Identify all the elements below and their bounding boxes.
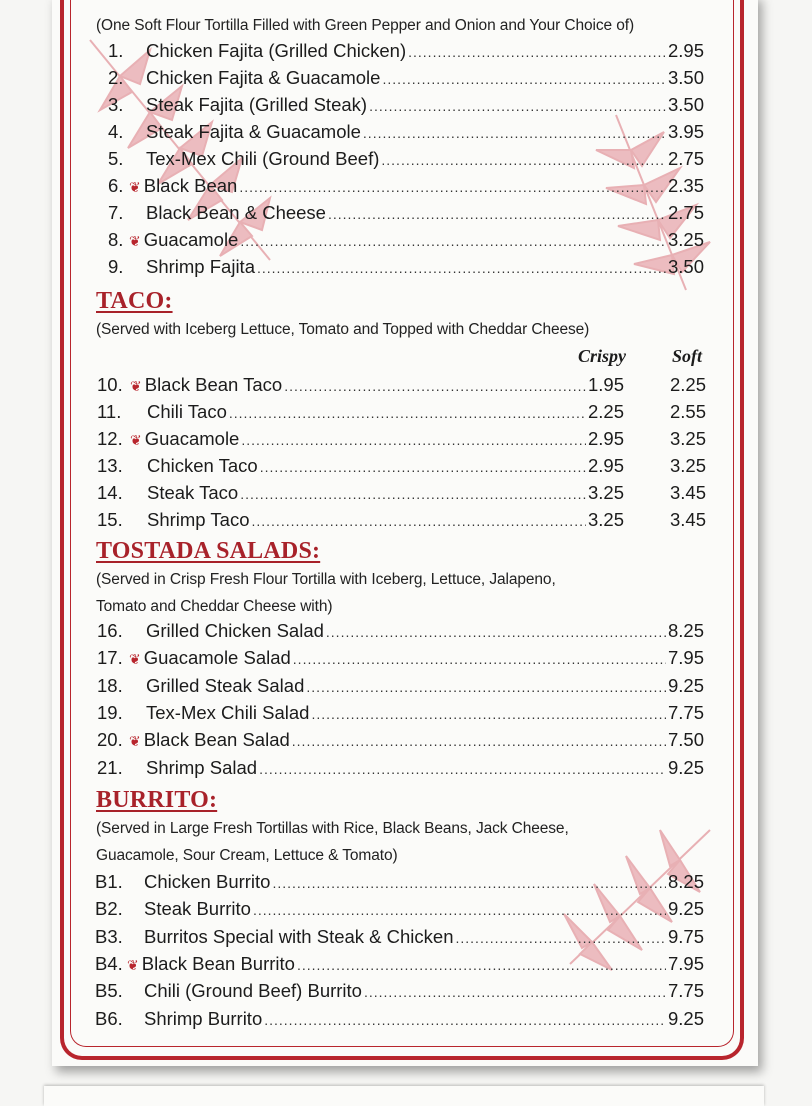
item-number: 15. xyxy=(97,509,123,530)
item-price: 2.75 xyxy=(667,148,704,169)
menu-item-row xyxy=(108,202,704,224)
item-number: 10. xyxy=(97,374,123,395)
item-number: B5. xyxy=(95,980,123,1002)
dot-leader xyxy=(326,624,666,640)
dot-leader xyxy=(408,44,666,60)
chili-pepper-icon: ❦ xyxy=(130,432,142,448)
item-number: 19. xyxy=(97,701,123,723)
item-name: Black Bean xyxy=(143,175,238,196)
item-price: 7.95 xyxy=(667,952,704,974)
menu-item-row xyxy=(108,148,704,170)
item-name: Steak Taco xyxy=(147,482,239,503)
item-price: 9.25 xyxy=(667,674,704,696)
dot-leader xyxy=(239,179,666,195)
item-name: Chicken Fajita (Grilled Chicken) xyxy=(146,40,407,61)
menu-item-row xyxy=(95,953,704,975)
menu-item-row xyxy=(108,67,704,89)
dot-leader xyxy=(311,706,666,722)
chili-pepper-icon: ❦ xyxy=(129,233,141,249)
item-price: 7.75 xyxy=(667,701,704,723)
dot-leader xyxy=(284,378,586,394)
menu-item-row xyxy=(97,702,704,724)
item-number: 18. xyxy=(97,674,123,696)
dot-leader xyxy=(241,432,586,448)
item-number: B2. xyxy=(95,898,123,920)
item-price: 7.95 xyxy=(667,647,704,669)
item-price: 3.50 xyxy=(667,256,704,277)
item-name: Chicken Burrito xyxy=(144,871,271,892)
menu-item-row xyxy=(108,256,704,278)
item-number: 11. xyxy=(97,401,122,422)
item-name: Black Bean & Cheese xyxy=(146,202,326,223)
item-name: Guacamole xyxy=(143,229,239,250)
item-number: 7. xyxy=(108,202,124,223)
next-page-edge xyxy=(44,1086,764,1106)
item-price: 3.25 xyxy=(667,229,704,250)
item-price: 1.95 xyxy=(587,374,624,395)
item-number: 17. xyxy=(97,647,123,669)
item-price-soft: 3.25 xyxy=(669,455,706,476)
item-number: B1. xyxy=(95,871,123,892)
item-price: 2.25 xyxy=(587,401,624,422)
item-name: Burritos Special with Steak & Chicken xyxy=(144,925,454,947)
item-name: Chicken Taco xyxy=(147,455,258,476)
menu-item-row xyxy=(108,229,704,251)
burrito-heading: BURRITO: xyxy=(96,787,218,813)
chili-pepper-icon: ❦ xyxy=(129,733,141,750)
taco-heading: TACO: xyxy=(96,288,173,314)
item-price: 3.25 xyxy=(587,509,624,530)
item-price-soft: 3.45 xyxy=(669,509,706,530)
item-price: 7.75 xyxy=(667,980,704,1002)
menu-item-row xyxy=(97,455,706,477)
item-number: B6. xyxy=(95,1007,123,1029)
dot-leader xyxy=(272,875,666,891)
item-price: 7.50 xyxy=(667,729,704,751)
item-name: Shrimp Fajita xyxy=(146,256,255,277)
item-price: 2.75 xyxy=(667,202,704,223)
item-name: Guacamole Salad xyxy=(143,647,291,669)
menu-item-row xyxy=(97,509,706,531)
burrito-note-line1: (Served in Large Fresh Tortillas with Rice, Black Beans, Jack Cheese, xyxy=(96,820,569,837)
burrito-note-line2: Guacamole, Sour Cream, Lettuce & Tomato) xyxy=(96,847,398,864)
menu-item-row xyxy=(108,94,704,116)
item-name: Black Bean Taco xyxy=(144,374,283,395)
item-name: Steak Burrito xyxy=(144,898,251,920)
menu-item-row xyxy=(108,40,704,62)
item-name: Chicken Fajita & Guacamole xyxy=(146,67,381,88)
dot-leader xyxy=(240,486,586,502)
item-price: 3.50 xyxy=(667,67,704,88)
chili-pepper-icon: ❦ xyxy=(127,956,139,973)
item-number: 5. xyxy=(108,148,124,169)
item-name: Black Bean Burrito xyxy=(141,952,295,974)
chili-pepper-icon: ❦ xyxy=(130,378,142,394)
dot-leader xyxy=(229,405,586,421)
taco-col-soft: Soft xyxy=(672,346,703,366)
dot-leader xyxy=(253,902,666,918)
menu-item-row xyxy=(97,675,704,697)
item-number: 21. xyxy=(97,756,123,778)
item-name: Grilled Steak Salad xyxy=(146,674,305,696)
dot-leader xyxy=(456,930,666,946)
item-number: 4. xyxy=(108,121,124,142)
dot-leader xyxy=(364,984,666,1000)
item-name: Chili Taco xyxy=(147,401,227,422)
dot-leader xyxy=(381,152,666,168)
item-number: 3. xyxy=(108,94,124,115)
item-price: 2.95 xyxy=(587,455,624,476)
item-number: 6. xyxy=(108,175,124,196)
item-price: 9.75 xyxy=(667,925,704,947)
tostada-note-line2: Tomato and Cheddar Cheese with) xyxy=(96,598,333,615)
menu-item-row xyxy=(97,374,706,396)
item-name: Steak Fajita (Grilled Steak) xyxy=(146,94,368,115)
menu-item-row xyxy=(97,482,706,504)
item-number: 13. xyxy=(97,455,123,476)
item-name: Steak Fajita & Guacamole xyxy=(146,121,361,142)
dot-leader xyxy=(260,459,586,475)
menu-item-row xyxy=(97,729,704,751)
taco-note: (Served with Iceberg Lettuce, Tomato and Topped with Cheddar Cheese) xyxy=(96,321,590,338)
menu-item-row xyxy=(108,175,704,197)
item-number: 16. xyxy=(97,620,123,641)
item-price-soft: 3.45 xyxy=(669,482,706,503)
item-name: Tex-Mex Chili Salad xyxy=(146,701,310,723)
dot-leader xyxy=(292,733,666,749)
item-name: Chili (Ground Beef) Burrito xyxy=(144,980,362,1002)
item-number: 2. xyxy=(108,67,124,88)
item-price-soft: 2.55 xyxy=(669,401,706,422)
dot-leader xyxy=(240,233,666,249)
item-price: 3.95 xyxy=(667,121,704,142)
menu-item-row xyxy=(97,757,704,779)
dot-leader xyxy=(257,260,666,276)
menu-item-row xyxy=(95,980,704,1002)
item-number: 8. xyxy=(108,229,124,250)
tostada-heading: TOSTADA SALADS: xyxy=(96,538,321,564)
chili-pepper-icon: ❦ xyxy=(129,651,141,668)
dot-leader xyxy=(297,957,666,973)
item-name: Shrimp Taco xyxy=(147,509,250,530)
item-price-soft: 3.25 xyxy=(669,428,706,449)
item-number: 12. xyxy=(97,428,123,449)
dot-leader xyxy=(369,98,666,114)
fajita-note: (One Soft Flour Tortilla Filled with Green Pepper and Onion and Your Choice of) xyxy=(96,17,635,34)
menu-item-row xyxy=(97,620,704,642)
item-number: B3. xyxy=(95,925,123,947)
item-price: 9.25 xyxy=(667,898,704,920)
item-price: 8.25 xyxy=(667,620,704,641)
item-price: 3.50 xyxy=(667,94,704,115)
item-number: 1. xyxy=(108,40,124,61)
item-price: 2.95 xyxy=(587,428,624,449)
menu-item-row xyxy=(95,898,704,920)
dot-leader xyxy=(251,513,586,529)
item-name: Shrimp Burrito xyxy=(144,1007,263,1029)
dot-leader xyxy=(382,71,666,87)
item-name: Guacamole xyxy=(144,428,240,449)
item-price: 3.25 xyxy=(587,482,624,503)
item-name: Shrimp Salad xyxy=(146,756,258,778)
menu-item-row xyxy=(108,121,704,143)
menu-item-row xyxy=(97,401,706,423)
item-name: Tex-Mex Chili (Ground Beef) xyxy=(146,148,380,169)
menu-item-row xyxy=(95,926,704,948)
menu-item-row xyxy=(97,647,704,669)
menu-item-row xyxy=(95,1008,704,1030)
item-number: B4. xyxy=(95,952,123,974)
taco-col-crispy: Crispy xyxy=(578,346,627,366)
item-price: 2.95 xyxy=(667,40,704,61)
item-price: 9.25 xyxy=(667,1007,704,1029)
menu-item-row xyxy=(95,871,704,893)
tostada-note-line1: (Served in Crisp Fresh Flour Tortilla with Iceberg, Lettuce, Jalapeno, xyxy=(96,571,556,588)
item-number: 14. xyxy=(97,482,123,503)
dot-leader xyxy=(259,761,666,777)
item-price-soft: 2.25 xyxy=(669,374,706,395)
menu-item-row xyxy=(97,428,706,450)
item-price: 8.25 xyxy=(667,871,704,892)
fern-decoration-bottom-right-icon xyxy=(530,822,720,972)
item-name: Grilled Chicken Salad xyxy=(146,620,324,641)
chili-pepper-icon: ❦ xyxy=(129,179,141,195)
dot-leader xyxy=(363,125,666,141)
item-number: 20. xyxy=(97,729,123,751)
item-price: 9.25 xyxy=(667,756,704,778)
dot-leader xyxy=(264,1012,666,1028)
dot-leader xyxy=(328,206,666,222)
dot-leader xyxy=(293,651,666,667)
item-name: Black Bean Salad xyxy=(143,729,290,751)
item-number: 9. xyxy=(108,256,124,277)
dot-leader xyxy=(306,679,666,695)
item-price: 2.35 xyxy=(667,175,704,196)
